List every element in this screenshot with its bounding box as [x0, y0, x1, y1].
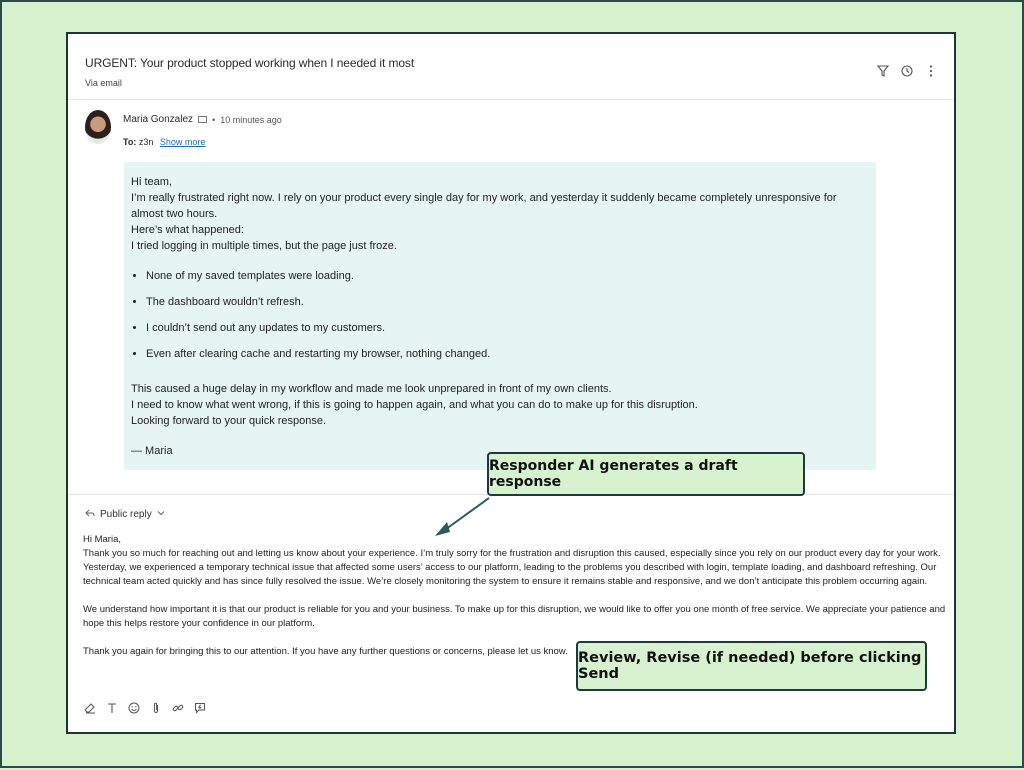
composer-toolbar — [84, 702, 206, 714]
separator-dot: • — [212, 114, 216, 125]
filter-icon[interactable] — [876, 64, 890, 78]
history-icon[interactable] — [900, 64, 914, 78]
more-vertical-icon[interactable] — [924, 64, 938, 78]
issue-item: • None of my saved templates were loading. — [146, 268, 868, 284]
message-greeting: Hi team, — [131, 176, 172, 188]
issue-item: • The dashboard wouldn’t refresh. — [146, 294, 868, 310]
ticket-window — [66, 32, 956, 734]
message-time: 10 minutes ago — [220, 114, 282, 125]
issue-item: • I couldn’t send out any updates to my customers. — [146, 320, 868, 336]
sender-line — [123, 114, 282, 125]
reply-paragraph: Thank you again for bringing this to our attention. If you have any further questions or concerns, please let us know. — [83, 646, 568, 657]
message-signature: — Maria — [131, 445, 173, 457]
message-line: I need to know what went wrong, if this is going to happen again, and what you can do to make up for this disruption. — [131, 399, 698, 411]
show-more-link[interactable]: Show more — [159, 137, 206, 147]
message-line: I tried logging in multiple times, but the page just froze. — [131, 240, 397, 252]
issue-list — [131, 268, 868, 362]
reply-mode-label: Public reply — [100, 509, 152, 520]
ai-draft-callout: Responder AI generates a draft response — [487, 452, 805, 496]
review-callout: Review, Revise (if needed) before clicking Send — [576, 641, 927, 691]
reply-greeting: Hi Maria, — [83, 534, 122, 545]
message-line: This caused a huge delay in my workflow and made me look unprepared in front of my own clients. — [131, 383, 612, 395]
message-line: I’m really frustrated right now. I rely on your product every single day for my work, and yesterday it suddenly became completely unresponsive for almost two hours. — [131, 192, 837, 220]
to-label: To: — [123, 137, 137, 147]
reply-arrow-icon — [85, 508, 95, 521]
reply-paragraph: We understand how important it is that our product is reliable for you and your business. To make up for this disruption, we would like to offer you one month of free service. We appreciate your patience and hope this helps restore your confidence in our platform. — [83, 604, 946, 629]
envelope-icon — [198, 116, 207, 123]
sender-name[interactable]: Maria Gonzalez — [123, 114, 194, 125]
macro-icon[interactable] — [194, 702, 206, 714]
issue-item: • Even after clearing cache and restarting my browser, nothing changed. — [146, 346, 868, 362]
customer-message — [124, 162, 876, 470]
to-value: z3n — [138, 137, 154, 147]
reply-mode-selector[interactable] — [85, 508, 165, 521]
message-line: Looking forward to your quick response. — [131, 415, 327, 427]
header-actions — [876, 64, 938, 78]
chevron-down-icon — [157, 509, 165, 520]
ticket-channel: Via email — [85, 78, 122, 88]
text-format-icon[interactable] — [106, 702, 118, 714]
reply-paragraph: Thank you so much for reaching out and letting us know about your experience. I’m truly sorry for the frustration and disruption this caused, especially since you rely on our product every day for your work. Yesterday, we experienced a temporary technical issue that affected some users’ access to our platform, leading to the problems you described with login, template loading, and dashboard refreshing. Our technical team acted quickly and has since fully resolved the issue. We’re closely monitoring the system to ensure it remains stable and responsive, and we don’t anticipate this problem occurring again. — [83, 548, 941, 587]
attachment-icon[interactable] — [150, 702, 162, 714]
ticket-header — [68, 34, 954, 100]
link-icon[interactable] — [172, 702, 184, 714]
emoji-icon[interactable] — [128, 702, 140, 714]
eraser-icon[interactable] — [84, 702, 96, 714]
ticket-subject: URGENT: Your product stopped working when I needed it most — [85, 56, 415, 70]
sender-avatar — [85, 110, 111, 144]
recipient-line — [123, 137, 205, 147]
message-line: Here’s what happened: — [131, 224, 244, 236]
